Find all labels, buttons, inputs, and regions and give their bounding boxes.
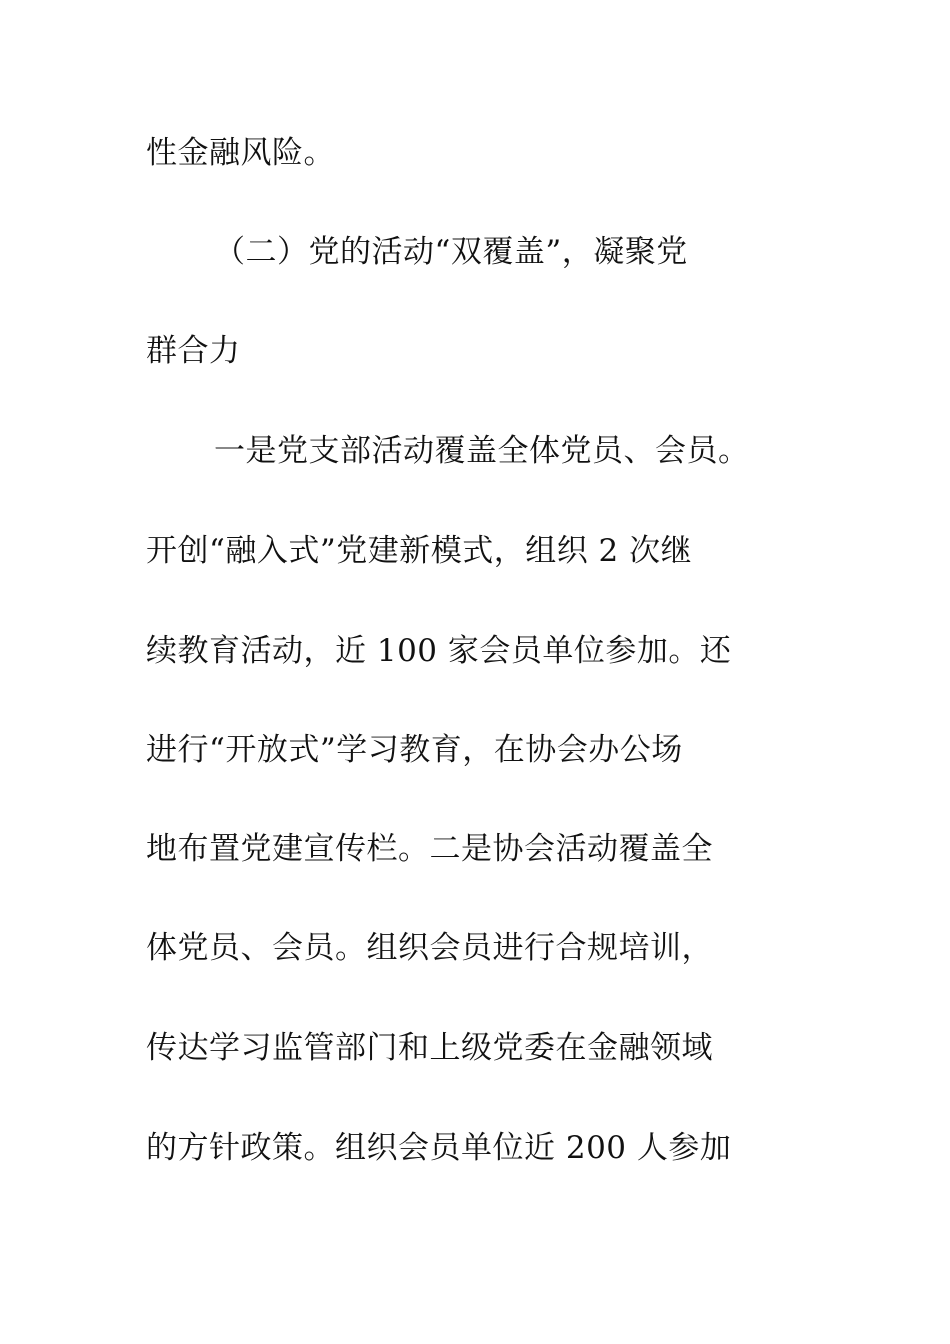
text-line: 开创“融入式”党建新模式，组织 2 次继 bbox=[146, 533, 693, 569]
text-line: 进行“开放式”学习教育，在协会办公场 bbox=[146, 732, 683, 768]
text-line: 地布置党建宣传栏。二是协会活动覆盖全 bbox=[146, 831, 713, 867]
paragraph-first-line: 一是党支部活动覆盖全体党员、会员。 bbox=[214, 433, 750, 469]
text-line: 传达学习监管部门和上级党委在金融领域 bbox=[146, 1030, 713, 1066]
section-heading: （二）党的活动“双覆盖”，凝聚党 bbox=[214, 234, 688, 270]
text-line: 体党员、会员。组织会员进行合规培训， bbox=[146, 930, 713, 966]
text-line: 性金融风险。 bbox=[146, 135, 335, 171]
text-line: 续教育活动，近 100 家会员单位参加。还 bbox=[146, 633, 732, 669]
section-heading-continued: 群合力 bbox=[146, 333, 241, 369]
text-line: 的方针政策。组织会员单位近 200 人参加 bbox=[146, 1130, 732, 1166]
